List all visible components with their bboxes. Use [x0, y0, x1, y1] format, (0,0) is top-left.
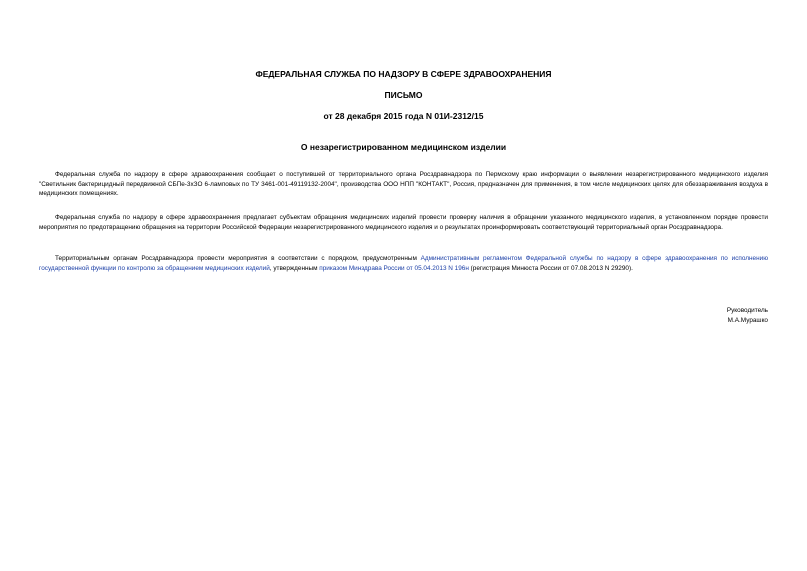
document-date-number: от 28 декабря 2015 года N 01И-2312/15 — [323, 111, 484, 121]
body-paragraph-3 — [39, 254, 768, 273]
body-paragraph-2: Федеральная служба по надзору в сфере здравоохранения предлагает субъектам обращения медицинских изделий провести проверку наличия в обращении указанного медицинского изделия, в установленном порядке провести мероприятия по предотвращению обращения на территории Российской Федерации незарегистрированного медицинского изделия и о результатах проинформировать соответствующий территориальный орган Росздравнадзора. — [39, 214, 768, 231]
agency-heading: ФЕДЕРАЛЬНАЯ СЛУЖБА ПО НАДЗОРУ В СФЕРЕ ЗДРАВООХРАНЕНИЯ — [255, 69, 552, 79]
document-subject: О незарегистрированном медицинском изделии — [300, 142, 507, 152]
regulation-link[interactable]: Административным регламентом Федеральной службы по надзору в сфере здравоохранения по исполнению государственной функции по контролю за обращением медицинских изделий — [39, 255, 768, 272]
document-type: ПИСЬМО — [384, 90, 423, 100]
body-paragraph-1: Федеральная служба по надзору в сфере здравоохранения сообщает о поступившей от территориального органа Росздравнадзора по Пермскому краю информации о выявлении незарегистрированного медицинского изделия "Светильник бактерицидный передвижной СБПе-3хЗО 6-ламповых по ТУ 3461-001-49119132-2004", производства ООО НПП "КОНТАКТ", Россия, предназначен для применения, в том числе медицинских целях для обеззараживания воздуха в медицинских помещениях. — [39, 171, 768, 198]
paragraph-3-text-end: (регистрация Минюста России от 07.08.2013 N 29290). — [468, 264, 633, 272]
order-link[interactable]: приказом Минздрава России от 05.04.2013 N 196н — [319, 264, 469, 272]
signature-name: М.А.Мурашко — [727, 317, 768, 324]
paragraph-3-text-middle: , утвержденным — [269, 264, 320, 272]
signature-role: Руководитель — [726, 307, 768, 314]
paragraph-3-text-start: Территориальным органам Росздравнадзора провести мероприятия в соответствии с порядком, предусмотренным — [55, 255, 421, 262]
